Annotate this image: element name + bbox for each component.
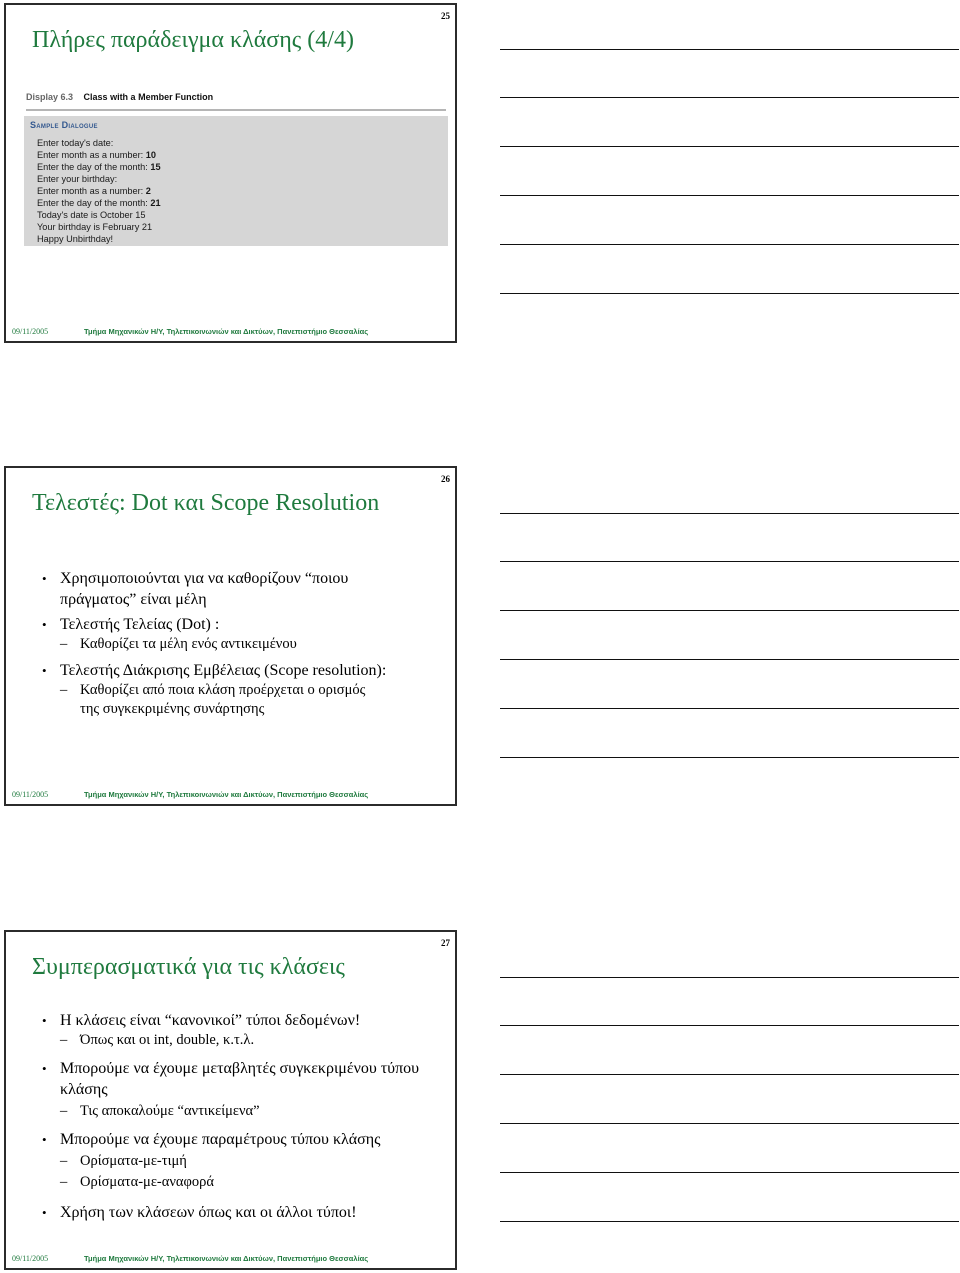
sub-bullet-item: – Ορίσματα-με-αναφορά	[42, 1173, 447, 1192]
footer-institution: Τμήμα Μηχανικών Η/Υ, Τηλεπικοινωνιών και Δικτύων, Πανεπιστήμιο Θεσσαλίας	[84, 327, 369, 336]
slide-25	[4, 3, 457, 343]
slide-number: 27	[441, 938, 450, 948]
note-line	[500, 513, 959, 514]
dialog-line: Enter month as a number: 2	[37, 186, 151, 196]
slide-title: Τελεστές: Dot και Scope Resolution	[32, 490, 380, 516]
dialog-line: Enter month as a number: 10	[37, 150, 157, 160]
bullet-item: • Χρησιμοποιούνται για να καθορίζουν “ποιου πράγματος” είναι μέλη	[42, 568, 390, 610]
note-line	[500, 610, 959, 611]
dialog-line: Enter today's date:	[37, 138, 114, 148]
dialog-line: Enter your birthday:	[37, 174, 118, 184]
footer-date: 09/11/2005	[12, 327, 49, 336]
note-line	[500, 97, 959, 98]
note-line	[500, 195, 959, 196]
note-line	[500, 49, 959, 50]
slide-number: 26	[441, 474, 450, 484]
bullet-item: • Μπορούμε να έχουμε παραμέτρους τύπου κλάσης	[42, 1129, 447, 1150]
note-line	[500, 977, 959, 978]
sub-bullet-item: – Όπως και οι int, double, κ.τ.λ.	[42, 1031, 447, 1050]
display-header	[26, 92, 446, 111]
slide-footer	[6, 327, 455, 339]
sub-bullet-item: – Καθορίζει τα μέλη ενός αντικειμένου	[42, 635, 447, 654]
bullet-list	[42, 1010, 447, 1223]
bullet-list	[42, 568, 447, 719]
note-line	[500, 1221, 959, 1222]
bullet-item: • Η κλάσεις είναι “κανονικοί” τύποι δεδομένων!	[42, 1010, 447, 1031]
note-line	[500, 561, 959, 562]
note-line	[500, 244, 959, 245]
slide-footer	[6, 790, 455, 802]
note-line	[500, 293, 959, 294]
slide-footer	[6, 1254, 455, 1266]
note-line	[500, 1123, 959, 1124]
bullet-item: • Χρήση των κλάσεων όπως και οι άλλοι τύποι!	[42, 1202, 447, 1223]
footer-institution: Τμήμα Μηχανικών Η/Υ, Τηλεπικοινωνιών και Δικτύων, Πανεπιστήμιο Θεσσαλίας	[84, 1254, 369, 1263]
slide-26	[4, 466, 457, 806]
dialog-heading: Sample Dialogue	[30, 120, 98, 130]
note-line	[500, 708, 959, 709]
slide-27	[4, 930, 457, 1270]
slide-number: 25	[441, 11, 450, 21]
note-line	[500, 1074, 959, 1075]
dialog-line: Happy Unbirthday!	[37, 234, 114, 244]
dialog-line: Today's date is October 15	[37, 210, 146, 220]
note-line	[500, 757, 959, 758]
sample-dialogue-box	[24, 116, 448, 246]
footer-date: 09/11/2005	[12, 790, 49, 799]
footer-institution: Τμήμα Μηχανικών Η/Υ, Τηλεπικοινωνιών και Δικτύων, Πανεπιστήμιο Θεσσαλίας	[84, 790, 369, 799]
footer-date: 09/11/2005	[12, 1254, 49, 1263]
display-label: Display 6.3	[26, 92, 74, 102]
dialog-line: Enter the day of the month: 21	[37, 198, 161, 208]
dialog-line: Your birthday is February 21	[37, 222, 153, 232]
dialog-line: Enter the day of the month: 15	[37, 162, 161, 172]
bullet-item: • Τελεστής Τελείας (Dot) :	[42, 614, 447, 635]
sub-bullet-item: – Ορίσματα-με-τιμή	[42, 1152, 447, 1171]
sub-bullet-item: – Τις αποκαλούμε “αντικείμενα”	[42, 1102, 447, 1121]
note-line	[500, 659, 959, 660]
note-line	[500, 1025, 959, 1026]
dialog-lines	[37, 137, 161, 245]
note-line	[500, 146, 959, 147]
sub-bullet-item: – Καθορίζει από ποια κλάση προέρχεται ο ορισμός της συγκεκριμένης συνάρτησης	[42, 681, 380, 719]
display-title: Class with a Member Function	[83, 92, 214, 102]
slide-title: Πλήρες παράδειγμα κλάσης (4/4)	[32, 27, 354, 53]
bullet-item: • Μπορούμε να έχουμε μεταβλητές συγκεκριμένου τύπου κλάσης	[42, 1058, 420, 1100]
slide-title: Συμπερασματικά για τις κλάσεις	[32, 954, 345, 980]
bullet-item: • Τελεστής Διάκρισης Εμβέλειας (Scope resolution):	[42, 660, 390, 681]
note-line	[500, 1172, 959, 1173]
